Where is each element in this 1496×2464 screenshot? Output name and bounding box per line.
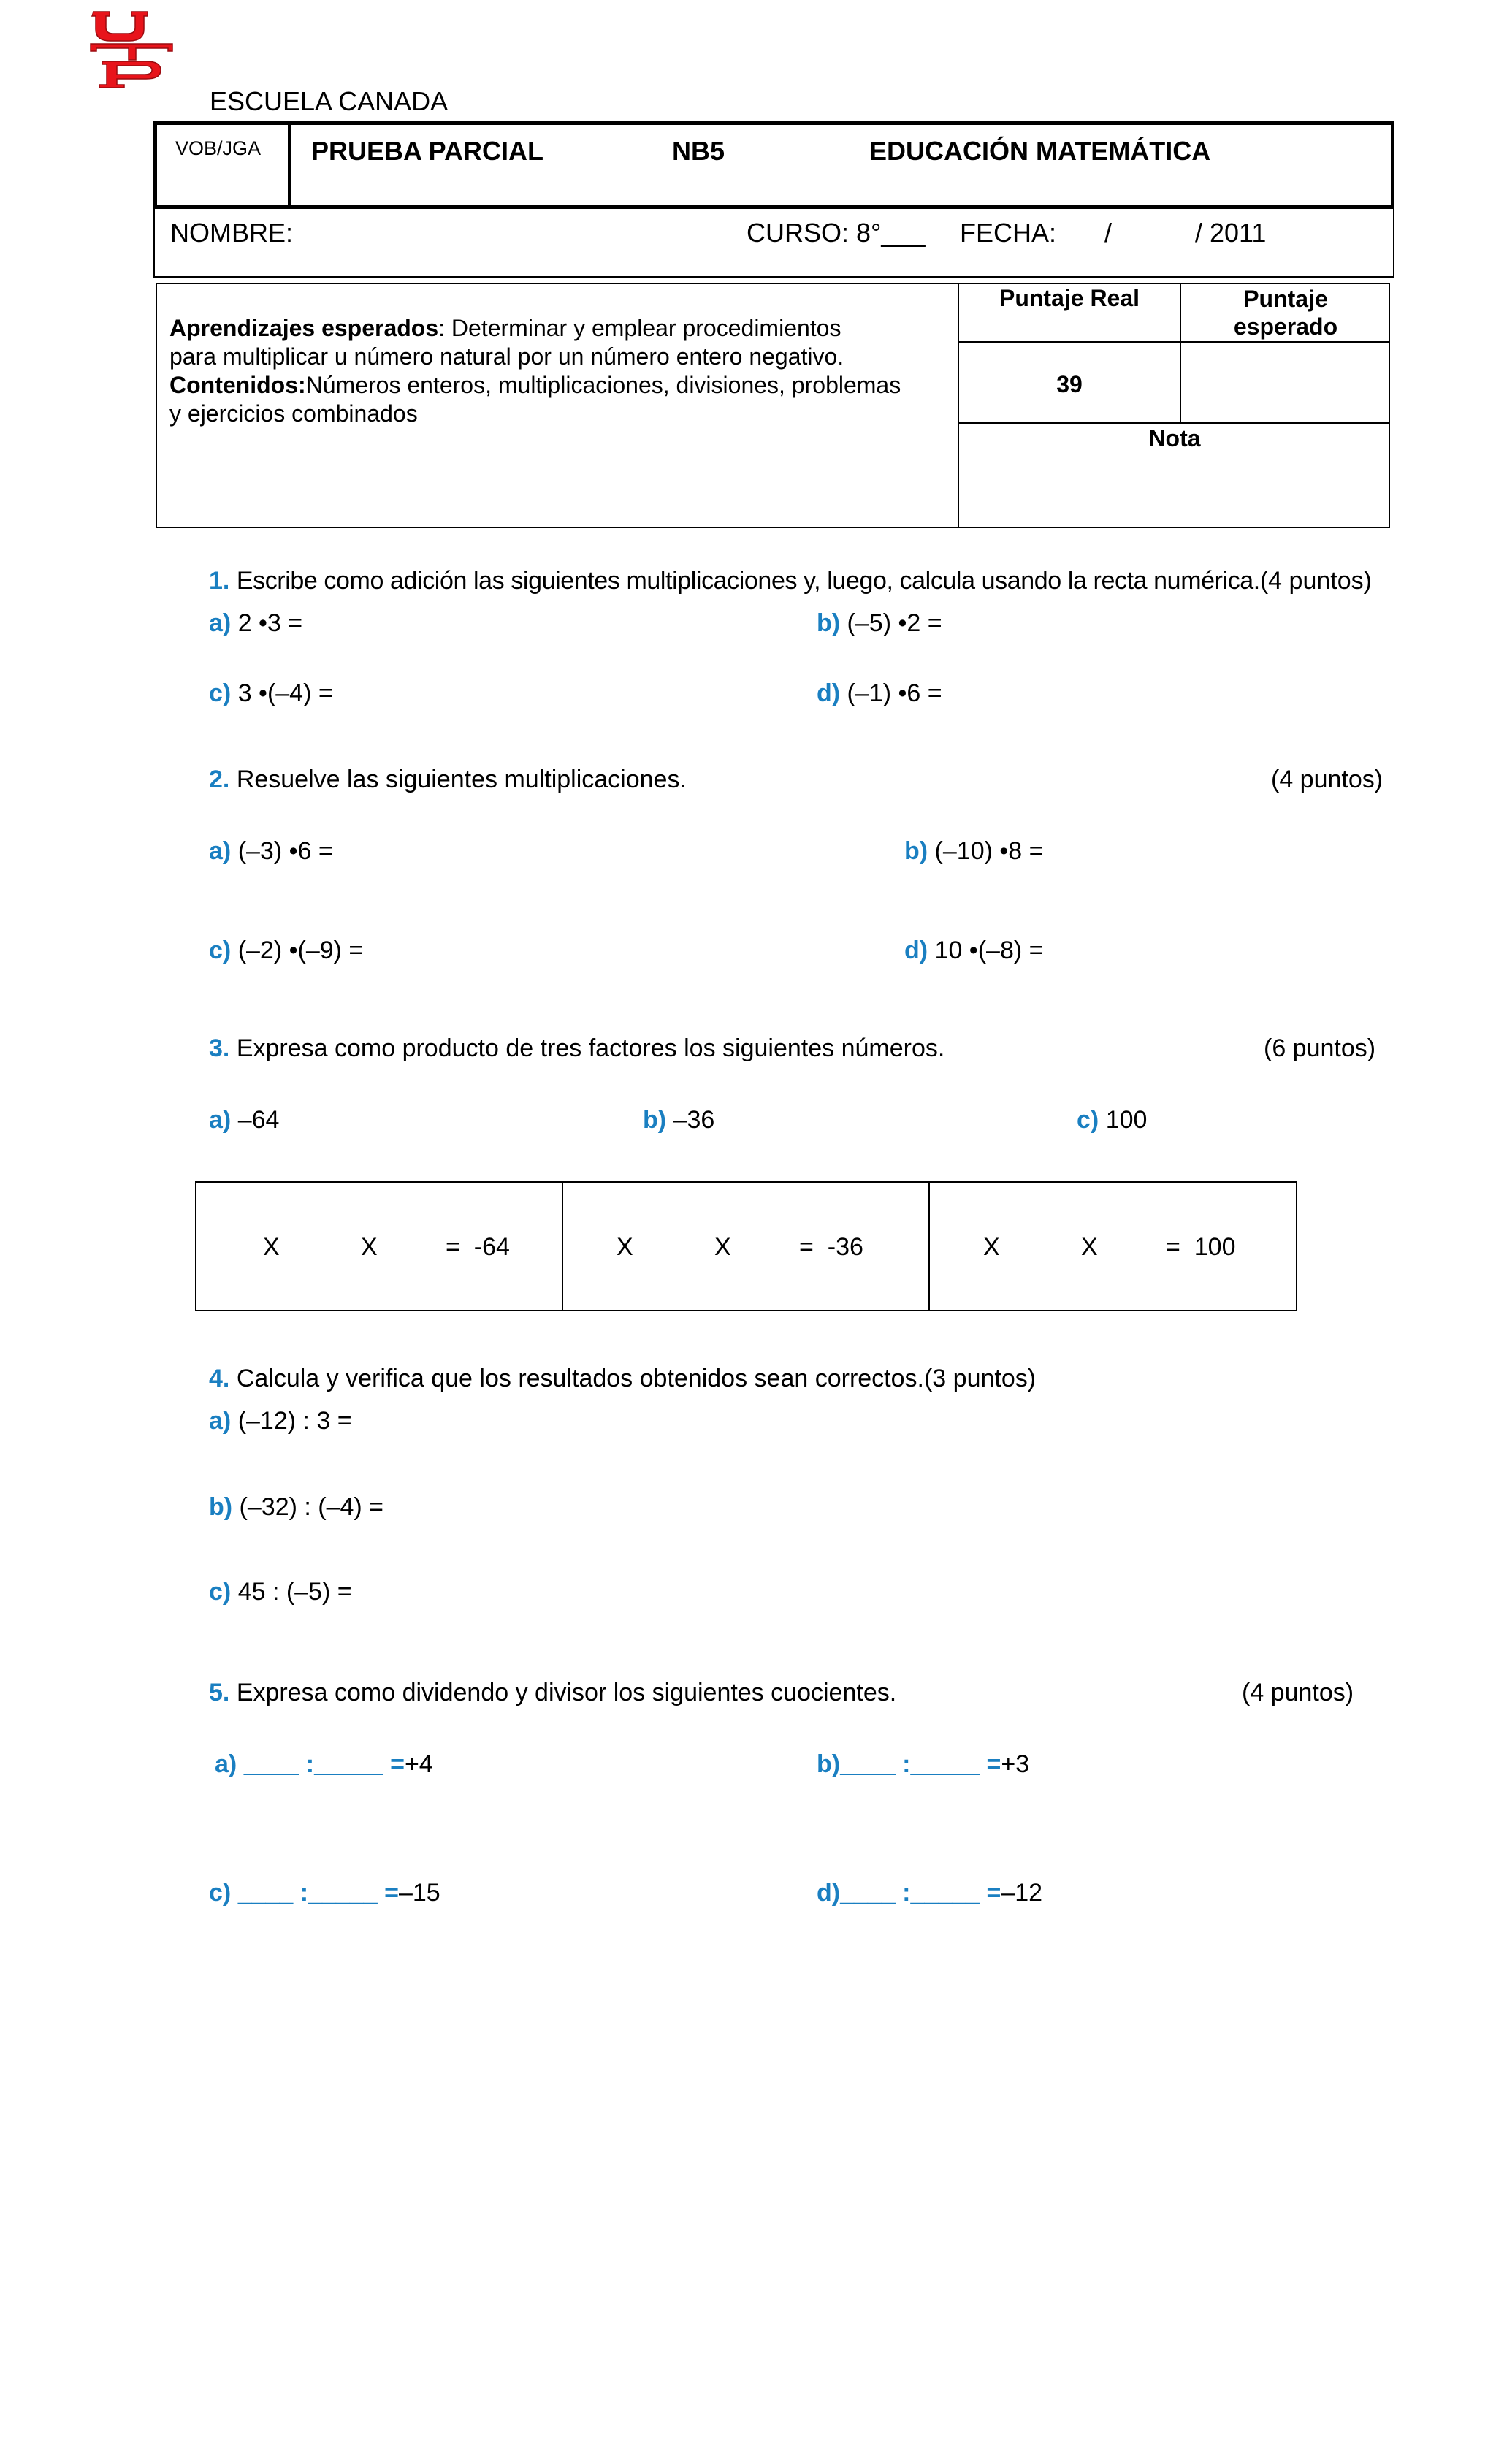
puntaje-esperado-value[interactable] [1181,371,1390,397]
q3-item-a [209,1106,279,1134]
q1-points: (4 puntos) [1259,567,1372,595]
q5-item-a-blank[interactable]: ____ :_____ = [243,1750,405,1778]
q3-text: Expresa como producto de tres factores los siguientes números. [236,1034,945,1062]
q4-points: (3 puntos) [923,1365,1037,1392]
q2-item-c-letter: c) [209,937,232,964]
q4-item-a-letter: a) [209,1407,232,1435]
puntaje-real-value: 39 [1056,371,1083,397]
q4-item-c [209,1578,352,1606]
q4-number: 4. [209,1365,230,1392]
puntaje-esperado-label: Puntaje esperado [1233,286,1338,340]
header-level: NB5 [672,136,725,166]
q1-item-d-letter: d) [817,679,841,707]
q4-text: Calcula y verifica que los resultados obtenidos sean correctos. [236,1365,924,1392]
q5-item-a [215,1750,433,1779]
header-divider [288,121,291,209]
header-title: PRUEBA PARCIAL [311,136,544,166]
q4-item-b-letter: b) [209,1493,233,1521]
utp-logo [86,9,181,88]
q2-item-b [904,837,1043,866]
q3-points: (6 puntos) [1264,1034,1376,1062]
q2-item-d-expr: 10 •(–8) = [934,937,1044,964]
q3-cell-1-x1: X [263,1233,280,1261]
q1-item-d [817,679,942,708]
q4-item-c-letter: c) [209,1578,232,1606]
q5-item-c-blank[interactable]: ____ :_____ = [237,1879,399,1907]
q2-item-c [209,937,363,965]
q2-heading [209,766,687,794]
q1-item-d-expr: (–1) •6 = [847,679,942,707]
q2-number: 2. [209,766,230,793]
date-year: / 2011 [1195,218,1267,248]
q3-item-b-expr: –36 [673,1106,715,1134]
q3-item-a-letter: a) [209,1106,232,1134]
q3-item-b-letter: b) [643,1106,667,1134]
q5-item-d-letter: d) [817,1879,841,1907]
q1-item-b-expr: (–5) •2 = [847,609,942,637]
q2-item-b-letter: b) [904,837,928,865]
q2-points: (4 puntos) [1271,766,1384,793]
info-divider-h1 [958,341,1390,343]
q1-item-a-expr: 2 •3 = [237,609,303,637]
q2-item-a-expr: (–3) •6 = [237,837,333,865]
q4-item-a [209,1407,352,1435]
q3-item-b [643,1106,714,1134]
q3-table-divider-2 [928,1181,930,1311]
q3-cell-3-result: = 100 [1166,1233,1236,1261]
q5-item-b [817,1750,1029,1779]
info-divider-h2 [958,422,1390,424]
q3-cell-2-result: = -36 [799,1233,863,1261]
q5-item-c [209,1879,440,1907]
q2-item-b-expr: (–10) •8 = [934,837,1044,865]
q1-item-a-letter: a) [209,609,232,637]
q4-heading [209,1365,1036,1393]
nota-label: Nota [1148,425,1201,451]
q3-table-divider-1 [562,1181,563,1311]
q2-text: Resuelve las siguientes multiplicaciones. [236,766,687,793]
q4-item-b-expr: (–32) : (–4) = [239,1493,384,1521]
name-label: NOMBRE: [170,218,294,248]
q1-item-a [209,609,302,638]
q5-item-c-value: –15 [398,1879,440,1907]
course-label: CURSO: 8°___ [747,218,926,248]
q1-text: Escribe como adición las siguientes multiplicaciones y, luego, calcula usando la recta numérica. [236,567,1260,595]
q3-item-c-letter: c) [1077,1106,1099,1134]
q1-number: 1. [209,567,230,595]
q2-item-d [904,937,1043,965]
q5-item-a-letter: a) [215,1750,237,1778]
q1-item-b-letter: b) [817,609,841,637]
header-code: VOB/JGA [175,137,262,159]
q5-item-d-value: –12 [1001,1879,1043,1907]
q5-item-c-letter: c) [209,1879,232,1907]
utp-logo-icon [86,9,181,88]
q1-item-c-expr: 3 •(–4) = [237,679,333,707]
q5-number: 5. [209,1679,230,1706]
q1-item-c-letter: c) [209,679,232,707]
q3-cell-3-x1: X [983,1233,1000,1261]
q3-item-c-expr: 100 [1105,1106,1148,1134]
contenidos-label: Contenidos: [169,372,306,398]
date-label: FECHA: [960,218,1057,248]
q3-heading [209,1034,944,1063]
q5-item-a-value: +4 [404,1750,433,1778]
q3-cell-3-x2: X [1081,1233,1098,1261]
q5-item-b-letter: b) [817,1750,841,1778]
aprendizajes-text: : Determinar y emplear procedimientos [438,315,842,341]
q5-points: (4 puntos) [1242,1679,1354,1706]
contenidos-text: Números enteros, multiplicaciones, divisiones, problemas [305,372,901,398]
aprendizajes-text-2: para multiplicar u número natural por un número entero negativo. [169,343,844,370]
q2-item-d-letter: d) [904,937,928,964]
q1-item-c [209,679,333,708]
q3-cell-1-x2: X [361,1233,378,1261]
q4-item-b [209,1493,383,1522]
q4-item-c-expr: 45 : (–5) = [237,1578,352,1606]
q2-item-a-letter: a) [209,837,232,865]
q2-item-a [209,837,333,866]
puntaje-real-label: Puntaje Real [999,285,1140,311]
q3-number: 3. [209,1034,230,1062]
q5-item-d [817,1879,1042,1907]
q5-heading [209,1679,896,1707]
school-name: ESCUELA CANADA [210,86,449,116]
q4-item-a-expr: (–12) : 3 = [237,1407,352,1435]
aprendizajes-block [169,314,951,428]
contenidos-text-2: y ejercicios combinados [169,400,418,427]
info-divider-v2 [1180,283,1181,424]
q5-item-b-blank[interactable]: ____ :_____ = [840,1750,1001,1778]
info-divider-v1 [958,283,959,528]
q3-cell-1-result: = -64 [446,1233,510,1261]
q1-item-b [817,609,942,638]
q5-item-b-value: +3 [1001,1750,1030,1778]
header-subject: EDUCACIÓN MATEMÁTICA [869,136,1211,166]
date-separator: / [1104,218,1113,248]
q3-item-c [1077,1106,1147,1134]
q3-item-a-expr: –64 [237,1106,280,1134]
q5-text: Expresa como dividendo y divisor los siguientes cuocientes. [236,1679,897,1706]
aprendizajes-label: Aprendizajes esperados [169,315,439,341]
q1-heading [209,567,1372,595]
q2-item-c-expr: (–2) •(–9) = [237,937,364,964]
q3-cell-2-x1: X [617,1233,633,1261]
q5-item-d-blank[interactable]: ____ :_____ = [840,1879,1001,1907]
q3-cell-2-x2: X [714,1233,731,1261]
